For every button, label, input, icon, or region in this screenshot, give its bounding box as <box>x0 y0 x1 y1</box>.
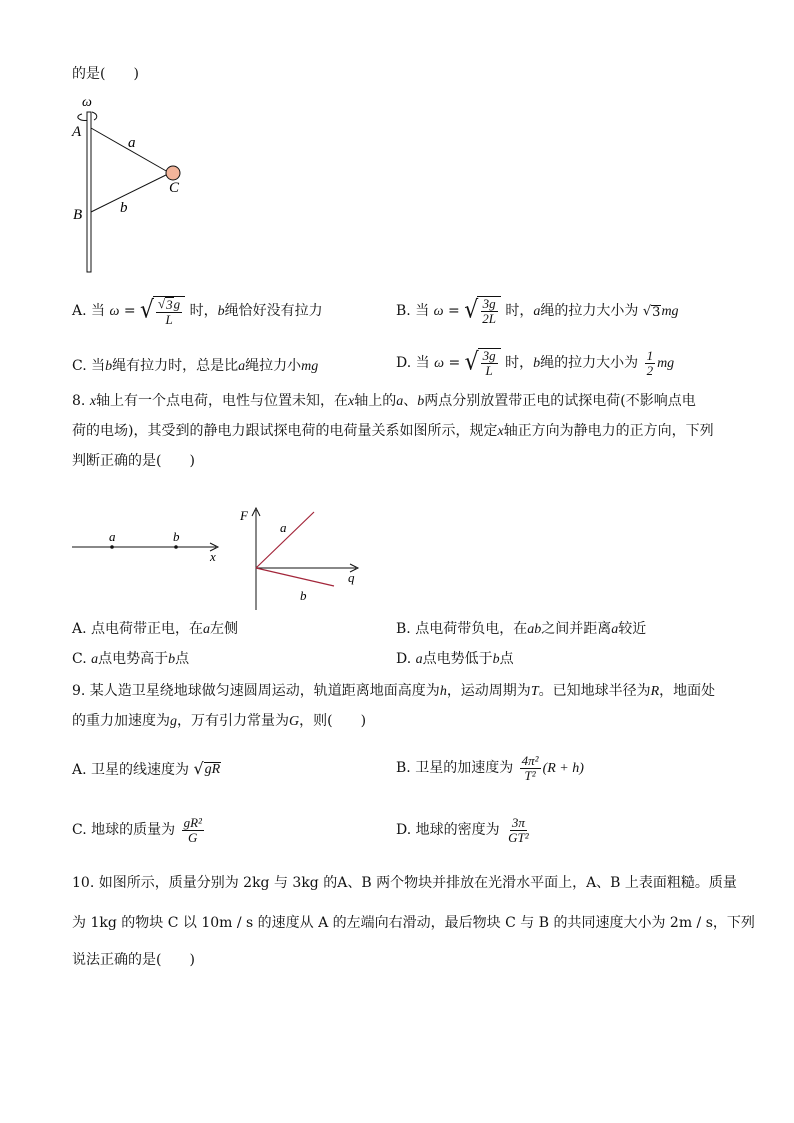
q8-fq-graph <box>236 506 366 612</box>
q8-line2: 荷的电场)，其受到的静电力跟试探电荷的电荷量关系如图所示，规定x轴正方向为静电力的正方向，下列 <box>72 423 714 439</box>
rope-b <box>91 174 168 212</box>
label-a: a <box>109 529 116 544</box>
fig-b-label: b <box>120 200 128 216</box>
q7-option-a[interactable]: A. 当 ω = √ √ 3 g L 时，b绳恰好没有拉力 <box>72 296 323 327</box>
q9-option-c[interactable]: C. 地球的质量为 $\frac{\text{gR²}}{G}$ <box>72 814 202 845</box>
q7-figure <box>68 92 198 278</box>
q10-line3: 说法正确的是( ) <box>72 952 195 968</box>
line-a-label: a <box>280 520 287 535</box>
q10-line1: 10. 如图所示，质量分别为 2kg 与 3kg 的A、B 两个物块并排放在光滑水平面上，A、B 上表面粗糙。质量 <box>72 875 737 891</box>
q8-option-c[interactable]: C. a点电势高于b点 <box>72 651 190 667</box>
line-b <box>256 568 334 586</box>
fig-a-label: a <box>128 135 136 151</box>
line-b-label: b <box>300 588 307 603</box>
fig-omega-label: ω <box>82 95 92 110</box>
fig-B-label: B <box>73 207 83 223</box>
fig-A-label: A <box>72 124 82 140</box>
q8-option-b[interactable]: B. 点电荷带负电，在ab之间并距离a较近 <box>396 621 647 637</box>
point-a <box>110 545 114 549</box>
q7-option-b[interactable]: B. 当 ω = √ $\frac{3g}{2L}$ 时，a绳的拉力大小为 √ 3 mg <box>396 296 679 326</box>
ball-C <box>166 166 180 180</box>
q7-tail: 的是( ) <box>72 66 139 82</box>
q8-option-a[interactable]: A. 点电荷带正电，在a左侧 <box>72 621 239 637</box>
label-x: x <box>210 549 216 564</box>
q10-line2: 为 1kg 的物块 C 以 10m / s 的速度从 A 的左端向右滑动，最后物块 C 与 B 的共同速度大小为 2m / s，下列 <box>72 915 755 931</box>
q9-option-b[interactable]: B. 卫星的加速度为 $\frac{\text{4π²}}{\text{T²}}$ (R + h) <box>396 752 584 783</box>
q9-line2: 的重力加速度为g，万有引力常量为G，则( ) <box>72 713 367 729</box>
q8-option-d[interactable]: D. a点电势低于b点 <box>396 651 514 667</box>
q8-line1: 8. x轴上有一个点电荷，电性与位置未知，在x轴上的a、b两点分别放置带正电的试探电荷(不影响点电 <box>72 393 696 409</box>
vertical-rod <box>87 112 91 272</box>
sqrt-expression: √ √ 3 g L <box>140 296 185 327</box>
q7-option-c[interactable]: C. 当b绳有拉力时，总是比a绳拉力小mg <box>72 358 319 374</box>
label-q: q <box>348 570 355 585</box>
q9-option-d[interactable]: D. 地球的密度为 $\frac{3\pi}{\text{GT²}}$ <box>396 814 529 845</box>
q9-option-a[interactable]: A. 卫星的线速度为 √ gR <box>72 759 221 778</box>
fig-C-label: C <box>169 180 180 196</box>
q9-line1: 9. 某人造卫星绕地球做匀速圆周运动，轨道距离地面高度为h，运动周期为T。已知地球半径为R，地面处 <box>72 683 716 699</box>
q8-line3: 判断正确的是( ) <box>72 453 195 469</box>
label-b: b <box>173 529 180 544</box>
q8-axis-figure <box>70 526 230 566</box>
label-F: F <box>240 508 248 523</box>
point-b <box>174 545 178 549</box>
q7-option-d[interactable]: D. 当 ω = √ $\frac{3g}{L}$ 时，b绳的拉力大小为 $\frac{1}{2}$ mg <box>396 347 675 378</box>
